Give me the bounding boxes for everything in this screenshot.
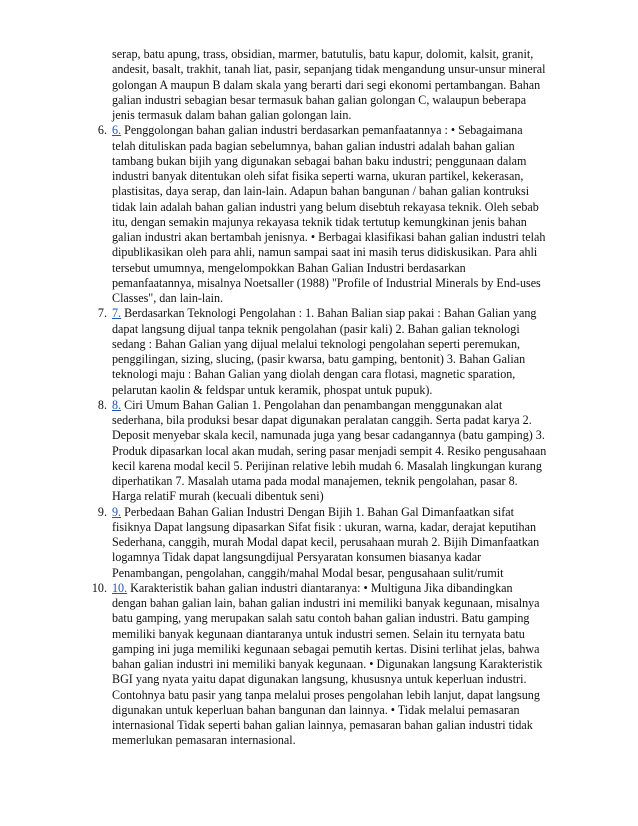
text-line: sederhana, bila produksi besar dapat digunakan peralatan canggih. Serta padat karya 2.: [112, 413, 532, 427]
text-line: industri banyak ditentukan oleh sifat fisika seperti warna, ukuran partikel, kekerasan,: [112, 169, 524, 183]
text-line: internasional Tidak seperti bahan galian lainnya, pemasaran bahan galian industri tidak: [112, 718, 533, 732]
text-line: Sederhana, canggih, murah Modal dapat kecil, perusahaan murah 2. Bijih Dimanfaatkan: [112, 535, 540, 549]
text-line: digunakan untuk keperluan bahan bangunan dan lainnya. • Tidak melalui pemasaran: [112, 702, 520, 717]
text-line: tambang bukan bijih yang digunakan sebagai bahan baku industri; penggunaan dalam: [112, 153, 527, 168]
intro-paragraph: [112, 47, 562, 123]
text-line: gamping ini juga memiliki kegunaan sebagai pemutih kertas. Disini terlihat jelas, bahwa: [112, 641, 540, 656]
text-line: dengan bahan galian lain, bahan galian industri ini memiliki banyak kegunaan, misalnya: [112, 596, 540, 610]
item-link-10[interactable]: 10.: [112, 580, 128, 595]
text-line: pelarutan kaolin & feldspar untuk keramik, phospat untuk pupuk).: [112, 382, 433, 397]
text-line: Harga relatiF murah (kecuali dibentuk seni): [112, 489, 324, 504]
item-number: 6.: [97, 123, 107, 138]
text-line: Classes", dan lain-lain.: [112, 291, 224, 305]
item-number: 8.: [97, 397, 107, 412]
text-line: andesit, basalt, trakhit, tanah liat, pasir, sepanjang tidak mengandung unsur-unsur mineral: [112, 62, 546, 77]
item-link-6[interactable]: 6.: [112, 123, 122, 138]
text-line: itu, dengan semakin majunya rekayasa teknik tidak tertutup kemungkinan jenis bahan: [112, 214, 527, 229]
text-line: jenis termasuk dalam bahan galian golongan lain.: [112, 108, 352, 122]
list-item-6: [97, 123, 562, 306]
item-first-line: Berdasarkan Teknologi Pengolahan : 1. Bahan Balian siap pakai : Bahan Galian yang: [121, 306, 537, 321]
text-line: Contohnya batu pasir yang tanpa melalui proses pengolahan lebih lanjut, dapat langsung: [112, 687, 540, 702]
list-item-8: [97, 397, 562, 505]
item-first-line: Perbedaan Bahan Galian Industri Dengan Bijih 1. Bahan Gal Dimanfaatkan sifat: [121, 504, 515, 519]
text-line: fisiknya Dapat langsung dipasarkan Sifat fisik : ukuran, warna, kadar, derajat keputihan: [112, 519, 537, 534]
item-number: 9.: [97, 504, 107, 519]
item-first-line: Penggolongan bahan galian industri berdasarkan pemanfaatannya : • Sebagaimana: [121, 123, 523, 138]
text-line: BGI yang nyata yaitu dapat digunakan langsung, khususnya untuk keperluan industri.: [112, 672, 527, 687]
item-first-line: Ciri Umum Bahan Galian 1. Pengolahan dan penambangan menggunakan alat: [121, 397, 503, 412]
item-number: 7.: [97, 306, 107, 321]
item-link-8[interactable]: 8.: [112, 397, 122, 412]
text-line: tersebut umumnya, mengelompokkan Bahan Galian Industri berdasarkan: [112, 260, 466, 275]
item-link-7[interactable]: 7.: [112, 306, 122, 321]
text-line: kecil karena modal kecil 5. Perijinan relative lebih mudah 6. Masalah lingkungan kurang: [112, 458, 542, 473]
text-line: Produk dipasarkan local akan mudah, sering pasar menjadi sempit 4. Resiko pengusahaan: [112, 443, 547, 458]
text-line: penggilingan, sizing, slucing, (pasir kwarsa, batu gamping, bentonit) 3. Bahan Galian: [112, 352, 526, 366]
text-line: sedang : Bahan Galian yang dijual melalui teknologi pengolahan seperti peremukan,: [112, 336, 521, 351]
text-line: galian industri sebagian besar termasuk bahan galian golongan C, walaupun beberapa: [112, 92, 527, 107]
text-line: tidak lain adalah bahan galian industri yang belum disebtuh rekayasa teknik. Oleh sebab: [112, 199, 539, 214]
item-link-9[interactable]: 9.: [112, 504, 122, 519]
document-body: [91, 47, 562, 749]
list-item-10: [91, 580, 562, 749]
list-item-7: [97, 306, 562, 398]
text-line: memerlukan pemasaran internasional.: [112, 733, 296, 748]
text-line: telah dituliskan pada bagian sebelumnya, bahan galian industri adalah bahan galian: [112, 138, 515, 153]
text-line: memiliki banyak kegunaan diantaranya untuk industri semen. Selain itu ternyata batu: [112, 626, 525, 641]
item-number: 10.: [91, 580, 107, 595]
text-line: batu gamping, yang merupakan salah satu contoh bahan galian industri. Batu gamping: [112, 611, 530, 626]
text-line: diperhatikan 7. Masalah utama pada modal manajemen, teknik pengolahan, pasar 8.: [112, 474, 518, 488]
text-line: teknologi maju : Bahan Galian yang diolah dengan cara flotasi, magnetic sparation,: [112, 367, 516, 382]
list-item-9: [97, 504, 562, 581]
item-first-line: Karakteristik bahan galian industri diantaranya: • Multiguna Jika dibandingkan: [127, 580, 513, 595]
text-line: Penambangan, pengolahan, canggih/mahal Modal besar, pengusahaan sulit/rumit: [112, 565, 504, 580]
text-line: plastisitas, daya serap, dan lain-lain. Adapun bahan bangunan / bahan galian kontruksi: [112, 184, 530, 199]
text-line: galian industri akan bertambah jenisnya. • Berbagai klasifikasi bahan galian industri telah: [112, 230, 546, 244]
text-line: Deposit menyebar skala kecil, namunada juga yang besar cadangannya (batu gamping) 3.: [112, 428, 545, 443]
text-line: golongan A maupun B dalam skala yang berarti dari segi ekonomi pertambangan. Bahan: [112, 77, 541, 92]
text-line: dipublikasikan oleh para ahli, namun sampai saat ini masih terus didiskusikan. Para ahli: [112, 245, 538, 260]
text-line: pemanfaatannya, misalnya Noetsaller (1988) "Profile of Industrial Minerals by End-uses: [112, 275, 541, 290]
text-line: logamnya Tidak dapat langsungdijual Persyaratan konsumen biasanya kadar: [112, 550, 482, 565]
text-line: dapat langsung dijual tanpa teknik pengolahan (pasir kali) 2. Bahan galian teknologi: [112, 321, 520, 336]
text-line: serap, batu apung, trass, obsidian, marmer, batutulis, batu kapur, dolomit, kalsit, granit,: [112, 47, 534, 61]
text-line: bahan galian industri ini memiliki banyak kegunaan. • Digunakan langsung Karakteristik: [112, 657, 543, 671]
